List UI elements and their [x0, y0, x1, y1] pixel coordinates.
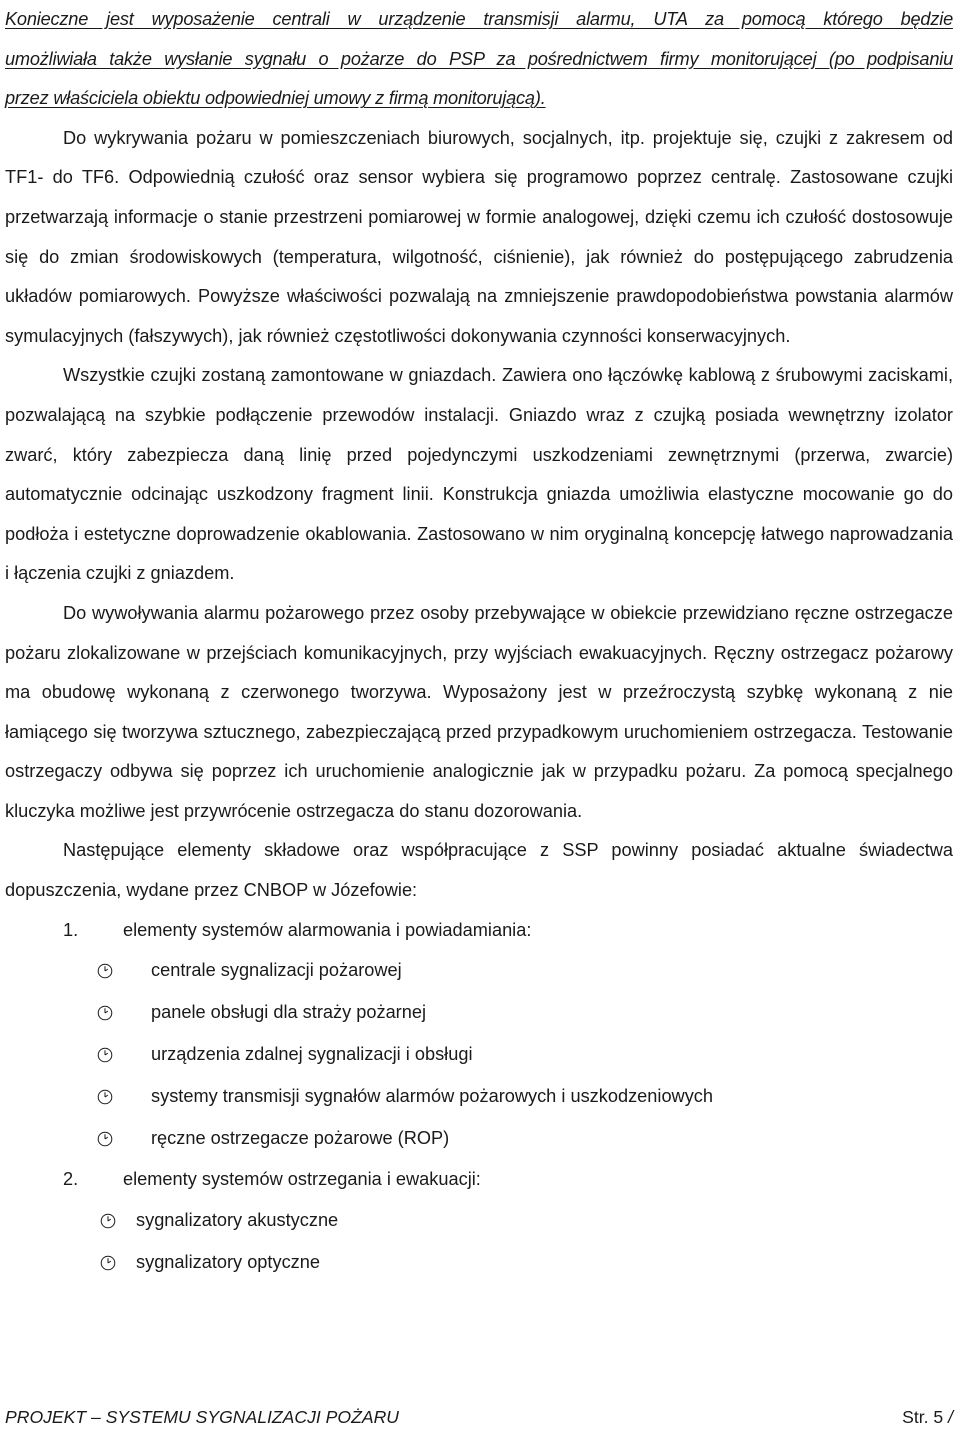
paragraph-certificates: Następujące elementy składowe oraz współpracujące z SSP powinny posiadać aktualne świadectwa dopuszczenia, wydane przez CNBOP w Józefowie: [5, 840, 953, 901]
list-item-label: sygnalizatory akustyczne [136, 1210, 339, 1231]
footer-page-label: Str. 5 [902, 1407, 944, 1427]
list-item [5, 1242, 953, 1284]
list-item [5, 950, 953, 992]
clock-icon [100, 1213, 116, 1229]
footer-project-title: PROJEKT – SYSTEMU SYGNALIZACJI POŻARU [5, 1407, 399, 1427]
clock-icon [97, 1131, 113, 1147]
list-heading-alarm-systems [5, 911, 953, 951]
intro-emphasis-line-2: umożliwiała także wysłanie sygnału o pożarze do PSP za pośrednictwem firmy monitorującej (po podpisaniu [5, 48, 953, 69]
list-item [5, 1118, 953, 1160]
paragraph-sockets: Wszystkie czujki zostaną zamontowane w gniazdach. Zawiera ono łączówkę kablową z śrubowymi zaciskami, pozwalającą na szybkie podłączenie przewodów instalacji. Gniazdo wraz z czujką posiada wewnętrzny izolator zwarć, który zabezpiecza daną linię przed pojedynczymi uszkodzeniami zewnętrznymi (przerwa, zwarcie) automatycznie odcinając uszkodzony fragment linii. Konstrukcja gniazda umożliwia elastyczne mocowanie go do podłoża i estetyczne doprowadzenie okablowania. Zastosowano w nim oryginalną koncepcję łatwego naprowadzania i łączenia czujki z gniazdem. [5, 365, 953, 584]
evacuation-systems-list [5, 1200, 953, 1284]
list-item-label: urządzenia zdalnej sygnalizacji i obsługi [151, 1044, 473, 1065]
intro-emphasis-line-1: Konieczne jest wyposażenie centrali w urządzenie transmisji alarmu, UTA za pomocą którego będzie [5, 9, 953, 29]
footer-page-number [902, 1407, 953, 1428]
page-footer [5, 1407, 953, 1428]
list-heading-evacuation-systems [5, 1160, 953, 1200]
list-item [5, 992, 953, 1034]
paragraph-detectors: Do wykrywania pożaru w pomieszczeniach biurowych, socjalnych, itp. projektuje się, czujki z zakresem od TF1- do TF6. Odpowiednią czułość oraz sensor wybiera się programowo poprzez centralę. Zastosowane czujki przetwarzają informacje o stanie przestrzeni pomiarowej w formie analogowej, dzięki czemu ich czułość dostosowuje się do zmian środowiskowych (temperatura, wilgotność, ciśnienie), jak również do postępującego zabrudzenia układów pomiarowych. Powyższe właściwości pozwalają na zmniejszenie prawdopodobieństwa powstania alarmów symulacyjnych (fałszywych), jak również częstotliwości dokonywania czynności konserwacyjnych. [5, 127, 953, 346]
footer-page-suffix: / [948, 1407, 953, 1427]
list-title: elementy systemów ostrzegania i ewakuacji: [123, 1169, 481, 1190]
clock-icon [97, 1005, 113, 1021]
intro-emphasis-line-3: przez właściciela obiektu odpowiedniej umowy z firmą monitorującą). [5, 88, 546, 109]
list-item-label: ręczne ostrzegacze pożarowe (ROP) [151, 1128, 450, 1149]
list-item [5, 1034, 953, 1076]
paragraph-manual-call-points: Do wywoływania alarmu pożarowego przez osoby przebywające w obiekcie przewidziano ręczne ostrzegacze pożaru zlokalizowane w przejściach komunikacyjnych, przy wyjściach ewakuacyjnych. Ręczny ostrzegacz pożarowy ma obudowę wykonaną z czerwonego tworzywa. Wyposażony jest w przeźroczystą szybkę wykonaną z nie łamiącego się tworzywa sztucznego, zabezpieczającą przed przypadkowym uruchomieniem ostrzegacza. Testowanie ostrzegaczy odbywa się poprzez ich uruchomienie analogicznie jak w przypadku pożaru. Za pomocą specjalnego kluczyka możliwe jest przywrócenie ostrzegacza do stanu dozorowania. [5, 602, 953, 821]
list-title: elementy systemów alarmowania i powiadamiania: [123, 919, 532, 940]
list-item-label: panele obsługi dla straży pożarnej [151, 1002, 427, 1023]
list-number: 1. [63, 919, 79, 940]
list-item [5, 1076, 953, 1118]
clock-icon [97, 1047, 113, 1063]
list-item [5, 1200, 953, 1242]
list-item-label: systemy transmisji sygnałów alarmów pożarowych i uszkodzeniowych [151, 1086, 713, 1107]
clock-icon [97, 1089, 113, 1105]
document-body [5, 0, 953, 1284]
list-item-label: sygnalizatory optyczne [136, 1252, 320, 1273]
alarm-systems-list [5, 950, 953, 1160]
list-item-label: centrale sygnalizacji pożarowej [151, 960, 402, 981]
clock-icon [100, 1255, 116, 1271]
list-number: 2. [63, 1169, 79, 1190]
clock-icon [97, 963, 113, 979]
